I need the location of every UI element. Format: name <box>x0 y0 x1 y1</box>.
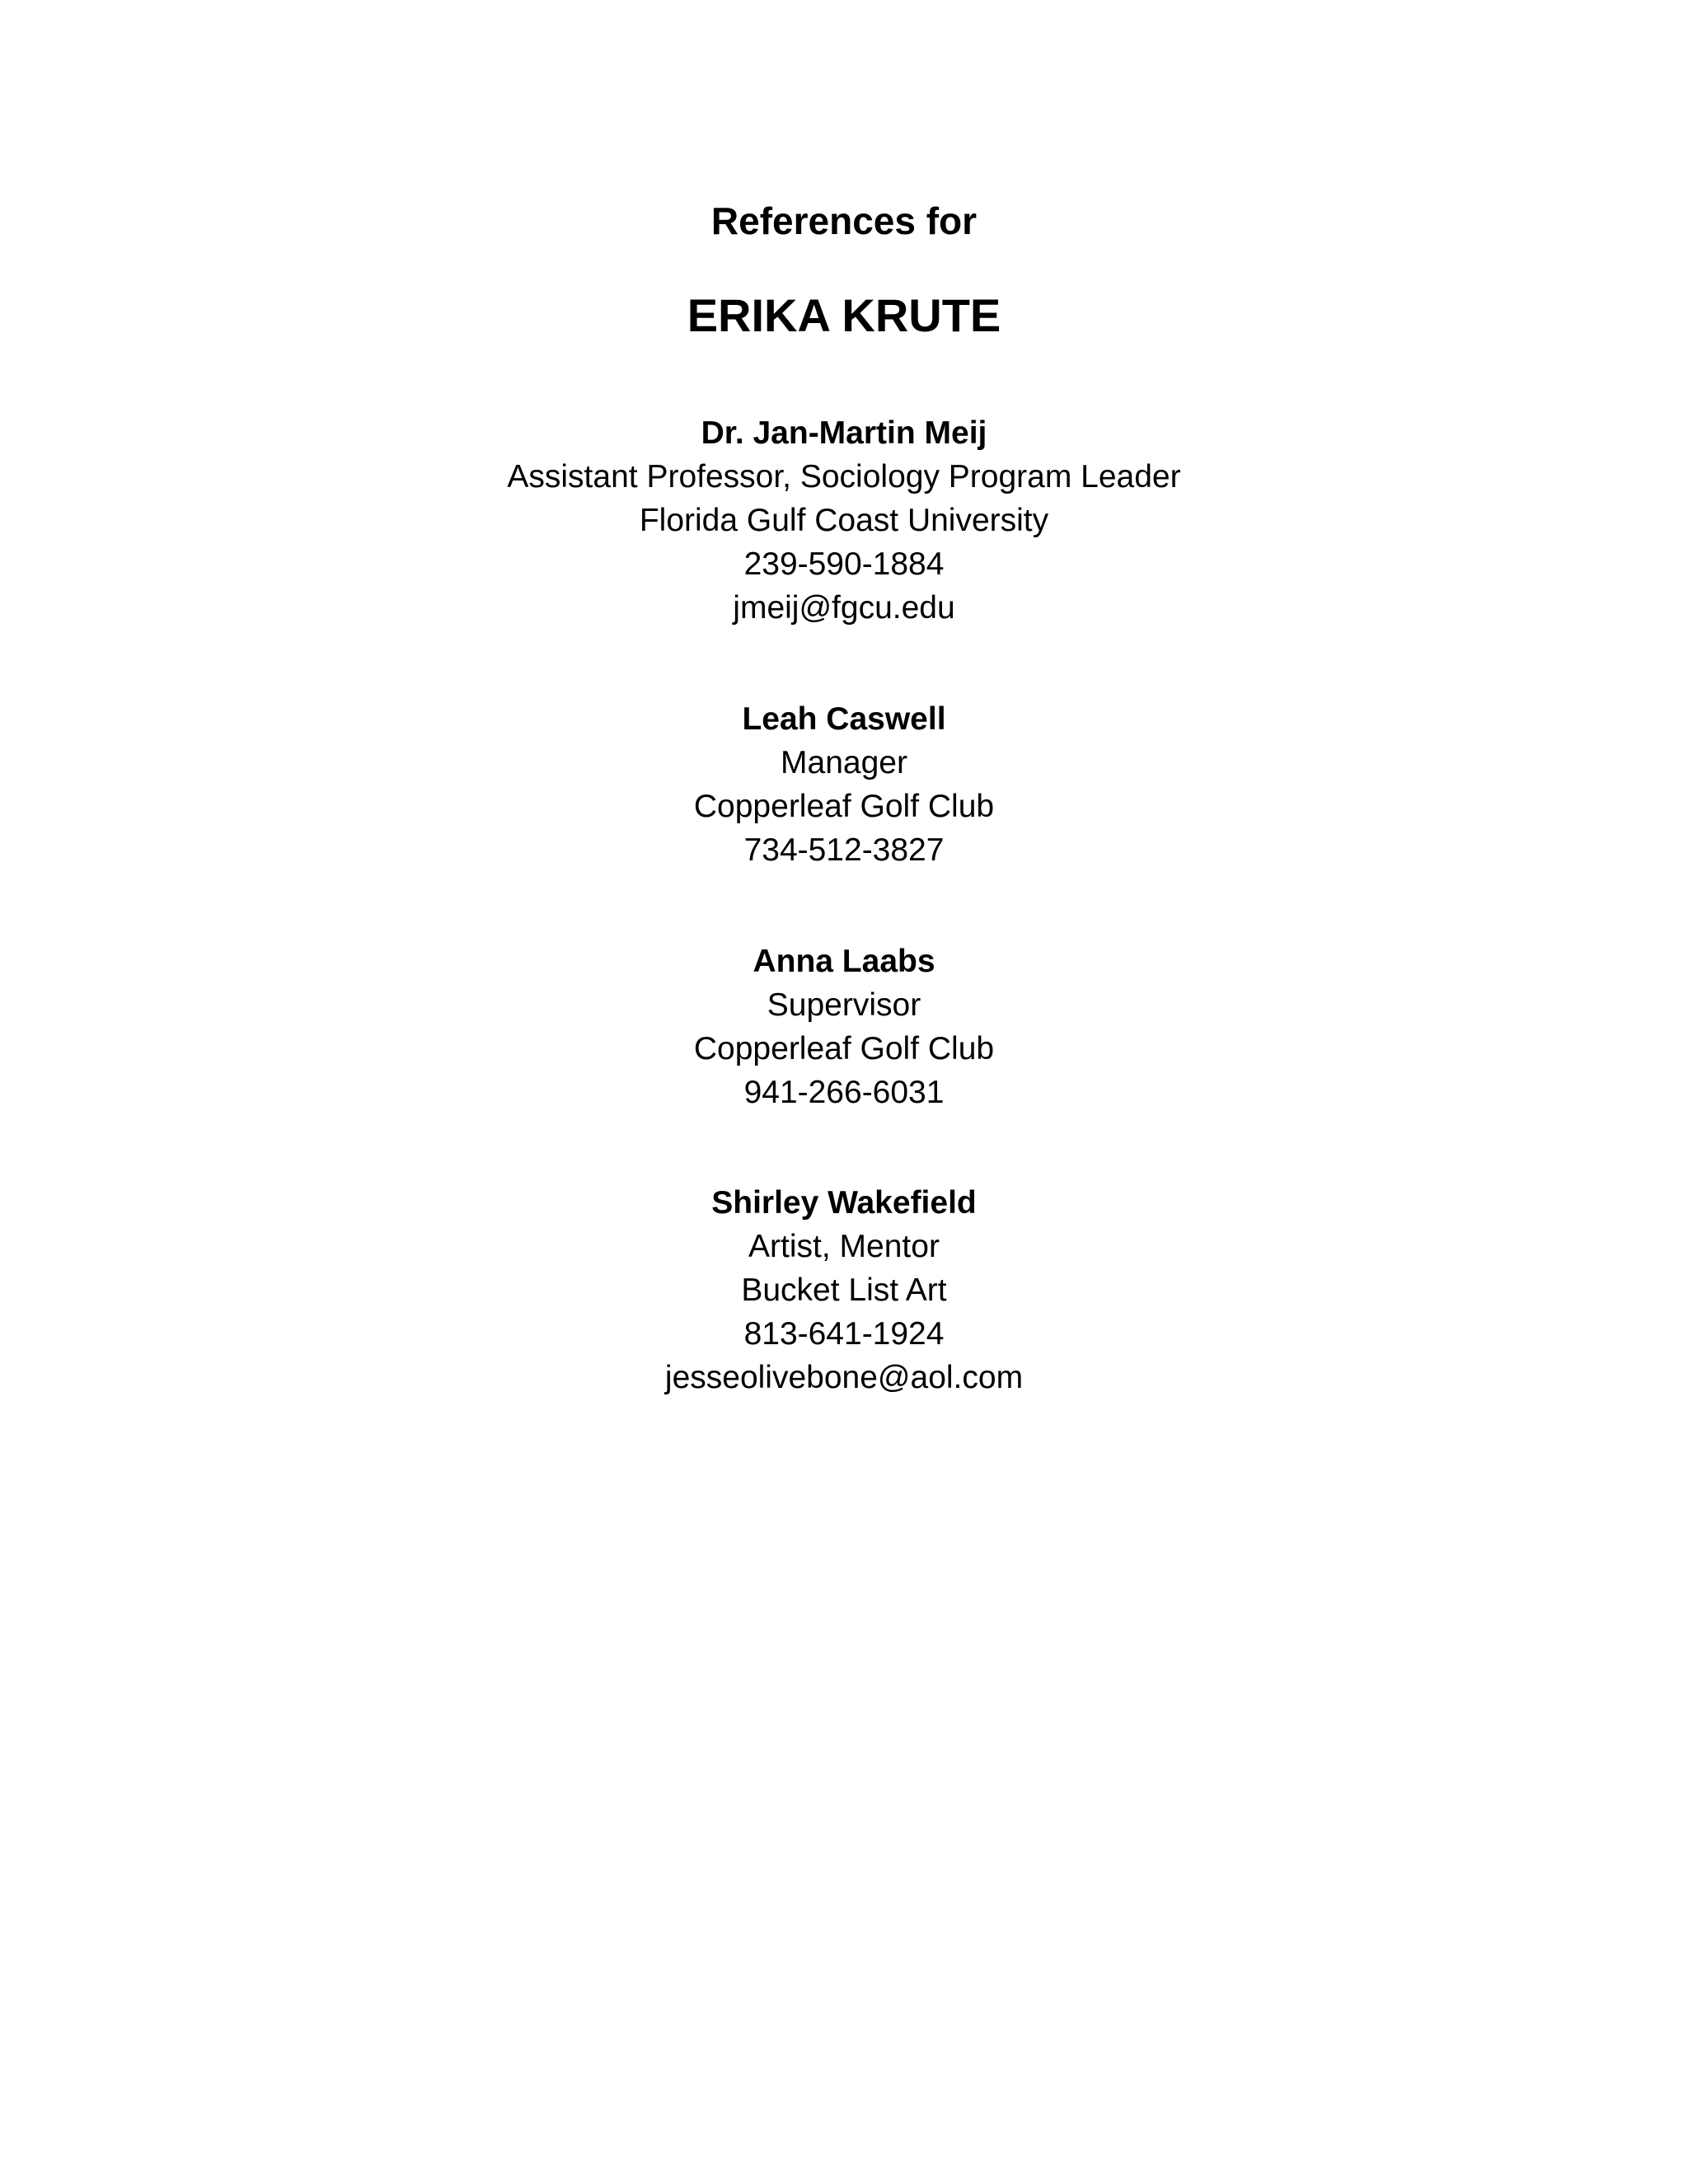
reference-entry <box>0 697 1688 872</box>
reference-name: Shirley Wakefield <box>711 1185 977 1221</box>
reference-title: Assistant Professor, Sociology Program Leader <box>507 459 1181 494</box>
reference-organization: Bucket List Art <box>741 1272 947 1308</box>
reference-entry <box>0 411 1688 630</box>
document-title: References for <box>710 199 978 242</box>
reference-title: Manager <box>781 745 907 780</box>
reference-phone: 813-641-1924 <box>743 1316 945 1352</box>
reference-email: jmeij@fgcu.edu <box>733 590 955 626</box>
candidate-name: ERIKA KRUTE <box>687 289 1001 341</box>
reference-phone: 941-266-6031 <box>743 1075 945 1110</box>
reference-name: Dr. Jan-Martin Meij <box>701 415 987 451</box>
reference-phone: 239-590-1884 <box>743 546 945 582</box>
reference-email: jesseolivebone@aol.com <box>664 1360 1024 1395</box>
reference-name: Anna Laabs <box>753 944 935 979</box>
reference-entry <box>0 940 1688 1114</box>
reference-title: Artist, Mentor <box>748 1229 940 1264</box>
reference-organization: Copperleaf Golf Club <box>693 1031 995 1066</box>
reference-entry <box>0 1181 1688 1399</box>
reference-organization: Copperleaf Golf Club <box>693 789 995 824</box>
reference-title: Supervisor <box>767 987 921 1023</box>
reference-phone: 734-512-3827 <box>743 832 945 868</box>
reference-organization: Florida Gulf Coast University <box>639 503 1049 538</box>
reference-name: Leah Caswell <box>742 701 946 737</box>
